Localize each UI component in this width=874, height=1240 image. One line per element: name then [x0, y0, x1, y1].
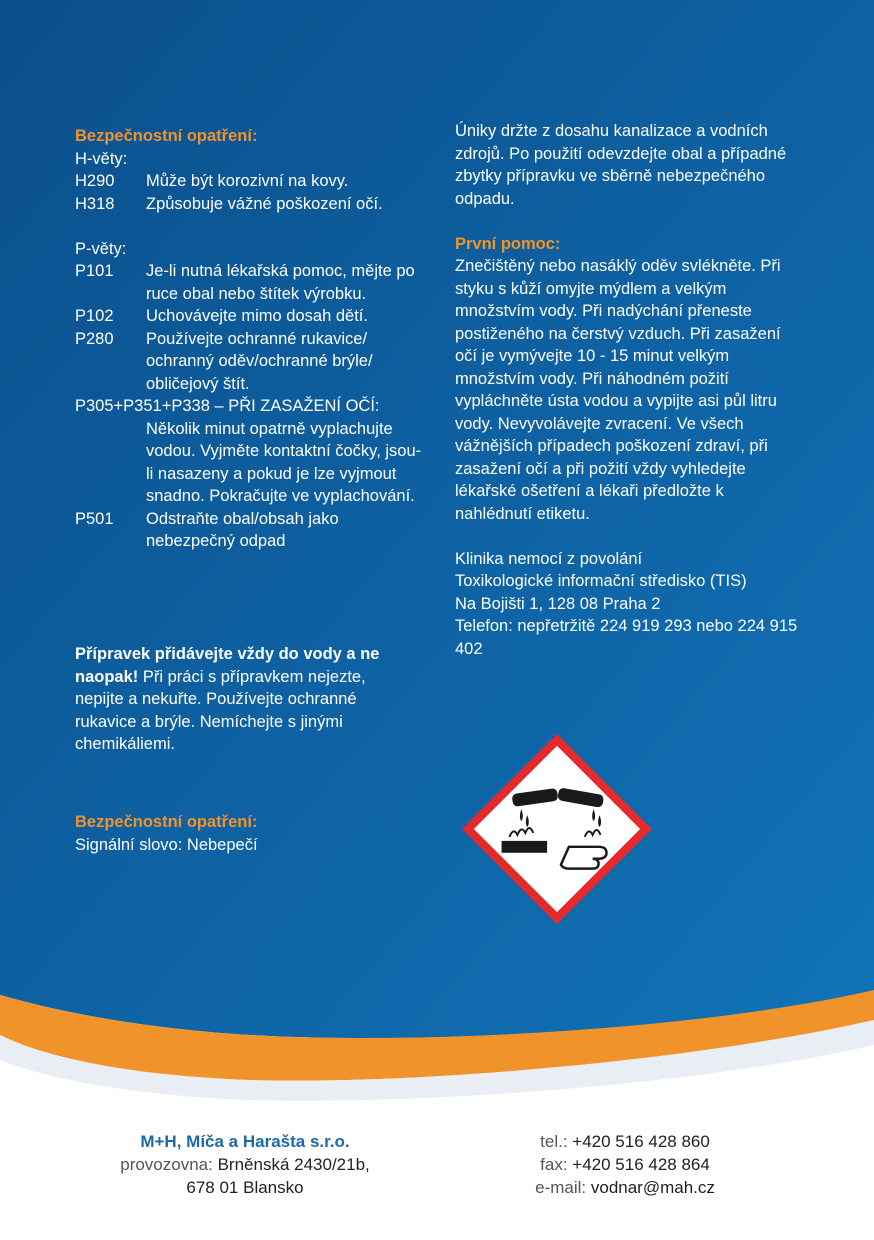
p-text: Odstraňte obal/obsah jako nebezpečný odpad — [146, 509, 339, 550]
p-statements-label: P-věty: — [75, 239, 127, 258]
warning-bold: Přípravek přidávejte vždy do vody a ne naopak! — [75, 645, 380, 686]
company-info — [80, 1130, 410, 1199]
clinic-institute: Toxikologické informační středisko (TIS) — [455, 572, 747, 590]
p-statement-row — [75, 508, 425, 553]
h-statement-row — [75, 193, 425, 216]
p-code: P102 — [75, 307, 114, 325]
h-statements-label: H-věty: — [75, 149, 128, 168]
h-code: H318 — [75, 194, 115, 213]
email-line — [470, 1176, 780, 1199]
tel-value[interactable]: +420 516 428 860 — [572, 1132, 710, 1151]
signal-word-block — [75, 811, 405, 856]
email-value[interactable]: vodnar@mah.cz — [590, 1178, 715, 1197]
fax-label: fax: — [540, 1155, 568, 1174]
usage-warning — [75, 643, 405, 756]
p305-header: P305+P351+P338 – PŘI ZASAŽENÍ OČÍ: — [75, 397, 380, 415]
signal-heading: Bezpečnostní opatření: — [75, 813, 258, 831]
h-code: H290 — [75, 172, 115, 190]
safety-heading: Bezpečnostní opatření: — [75, 127, 258, 145]
h-statement-row — [75, 170, 425, 193]
p-code: P101 — [75, 262, 114, 280]
p-code: P501 — [75, 509, 114, 528]
leak-text: Úniky držte z dosahu kanalizace a vodních zdrojů. Po použití odevzdejte obal a případné zbytky přípravku ve sběrně nebezpečného odpadu. — [455, 122, 787, 208]
p-statement-row — [75, 328, 425, 396]
p-code: P280 — [75, 329, 114, 348]
address-label: provozovna: — [120, 1155, 213, 1174]
p-statement-row — [75, 305, 425, 328]
p-text: Používejte ochranné rukavice/ ochranný oděv/ochranné brýle/ obličejový štít. — [146, 329, 373, 393]
h-text: Způsobuje vážné poškození očí. — [146, 194, 383, 213]
clinic-address: Na Bojišti 1, 128 08 Praha 2 — [455, 594, 661, 613]
p-text: Uchovávejte mimo dosah dětí. — [146, 307, 368, 325]
p-text: Je-li nutná lékařská pomoc, mějte po ruce obal nebo štítek výrobku. — [146, 262, 415, 303]
corrosive-ghs05-icon — [458, 730, 656, 928]
hazard-statements-block — [75, 125, 425, 553]
fax-value: +420 516 428 864 — [572, 1155, 710, 1174]
p-statement-row — [75, 260, 425, 305]
fax-line — [470, 1153, 780, 1176]
company-address — [80, 1153, 410, 1176]
warning-text: Při práci s přípravkem nejezte, nepijte a nekuřte. Používejte ochranné rukavice a brýle. Nemíchejte s jinými chemikáliemi. — [75, 667, 366, 753]
first-aid-heading: První pomoc: — [455, 234, 561, 253]
clinic-phone: Telefon: nepřetržitě 224 919 293 nebo 224 915 402 — [455, 617, 798, 658]
company-name: M+H, Míča a Harašta s.r.o. — [140, 1132, 350, 1151]
first-aid-block — [455, 120, 805, 660]
tel-label: tel.: — [540, 1132, 568, 1151]
email-label: e-mail: — [535, 1178, 587, 1197]
contact-info — [470, 1130, 780, 1199]
p305-text: Několik minut opatrně vyplachujte vodou. Vyjměte kontaktní čočky, jsou-li nasazeny a pokud je lze vyjmout snadno. Pokračujte ve vyplachování. — [146, 419, 422, 505]
h-text: Může být korozivní na kovy. — [146, 172, 349, 190]
signal-text: Signální slovo: Nebepečí — [75, 835, 258, 854]
address-city: 678 01 Blansko — [186, 1178, 304, 1197]
clinic-name: Klinika nemocí z povolání — [455, 549, 643, 568]
address-street: Brněnská 2430/21b, — [217, 1155, 370, 1174]
phone-line — [470, 1130, 780, 1153]
first-aid-text: Znečištěný nebo nasáklý oděv svlékněte. Při styku s kůží omyjte mýdlem a velkým množstvím vody. Při nadýchání přeneste postiženého na čerstvý vzduch. Při zasažení očí je vymývejte 10 - 15 minut velkým množstvím vody. Při náhodném požití vypláchněte ústa vodou a vypijte asi půl litru vody. Nevyvolávejte zvracení. Ve všech vážnějších případech poškození zdraví, při zasažení očí a při požití vždy vyhledejte lékařské ošetření a lékaři předložte k nahlédnutí etiketu. — [455, 257, 781, 523]
